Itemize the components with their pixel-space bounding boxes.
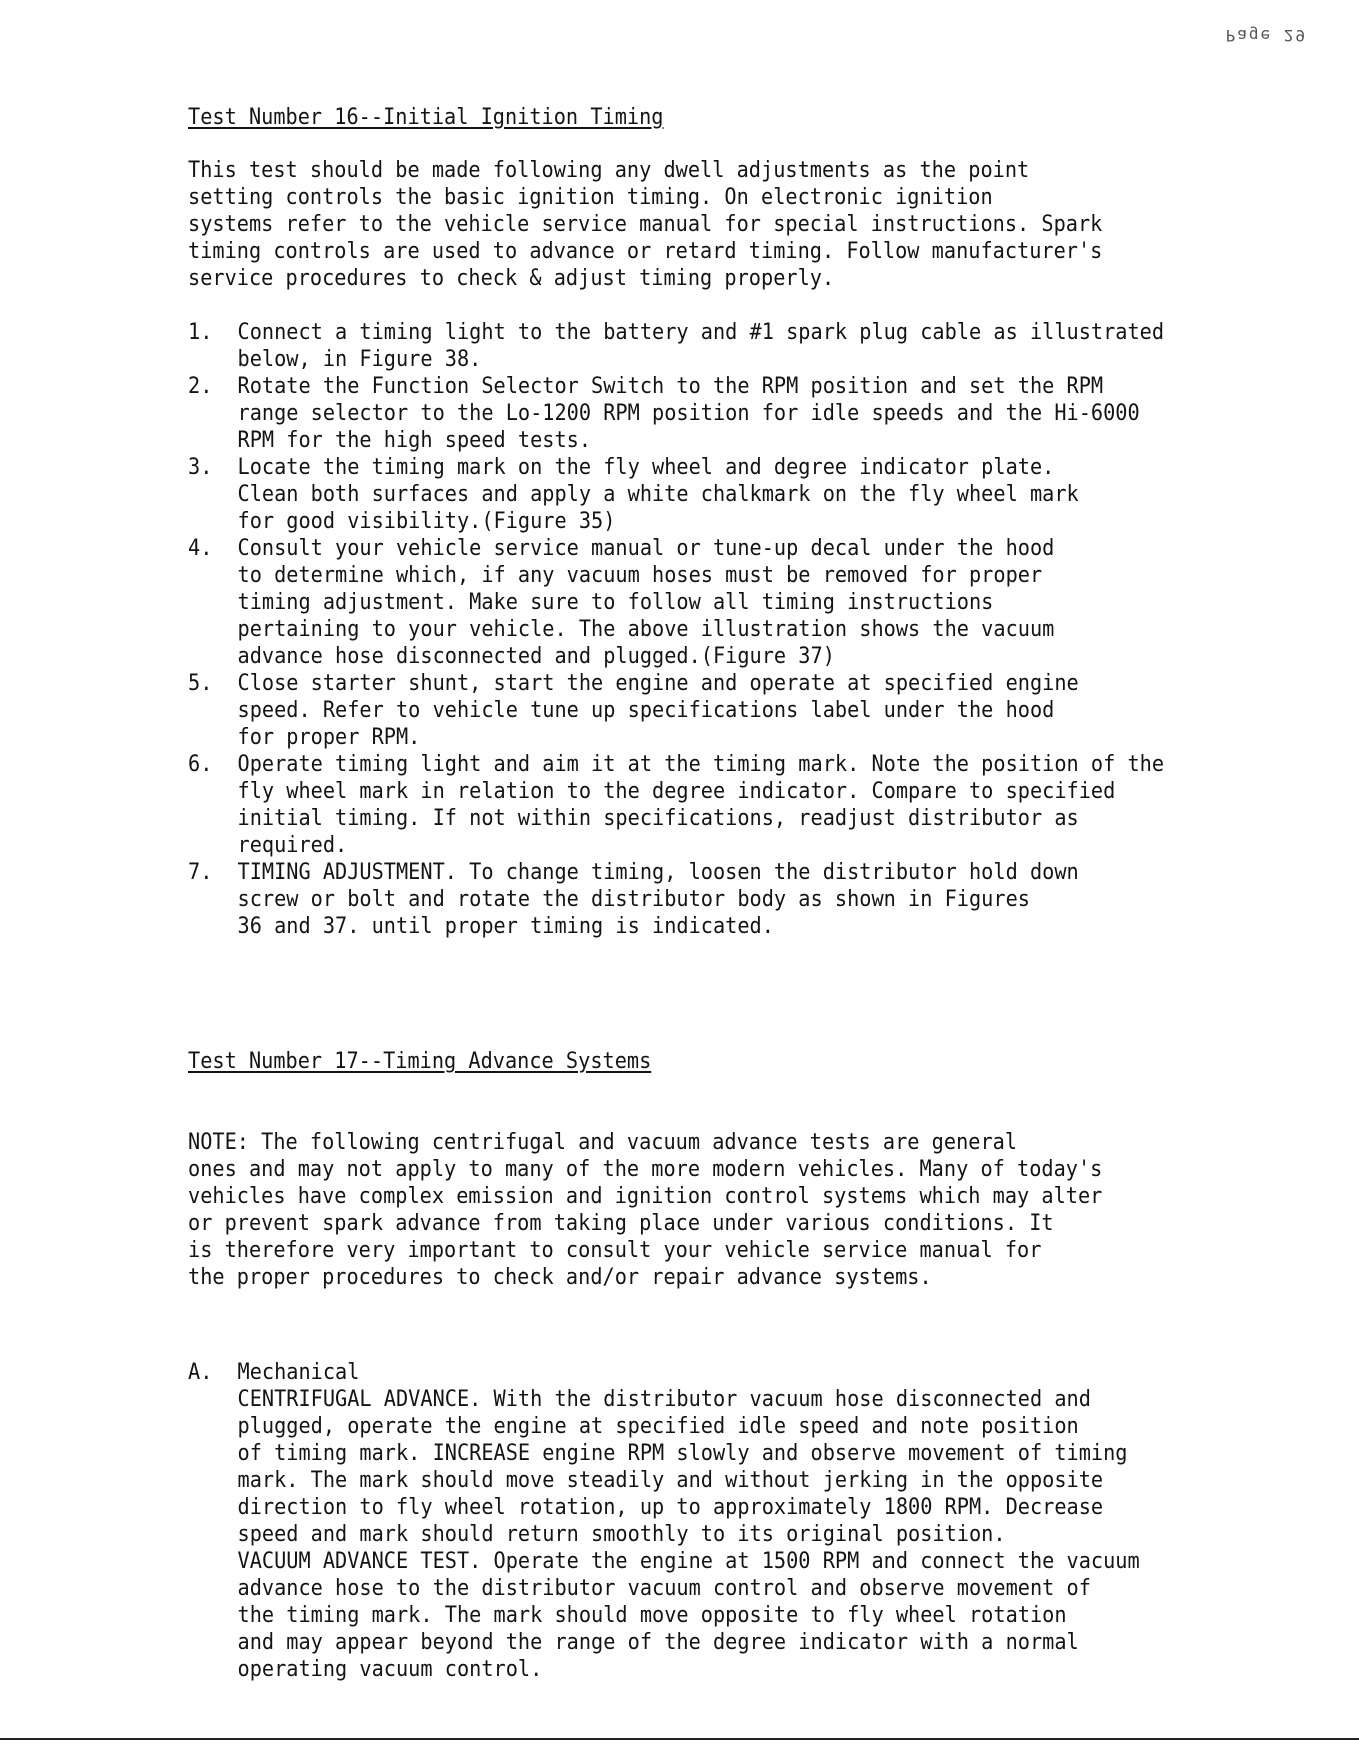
step-text: Close starter shunt, start the engine and operate at specified engine speed. Refer to vehicle tune up specifications label under the hood for proper RPM. (237, 670, 1079, 750)
page-number: Page 29 (1225, 26, 1307, 45)
step-text: Rotate the Function Selector Switch to the RPM position and set the RPM range selector to the Lo-1200 RPM position for idle speeds and the Hi-6000 RPM for the high speed tests. (237, 373, 1140, 453)
step-item (188, 319, 1313, 373)
step-text: Operate timing light and aim it at the timing mark. Note the position of the fly wheel mark in relation to the degree indicator. Compare to specified initial timing. If not within specifications, readjust distributor as required. (237, 751, 1165, 858)
test17-heading: Test Number 17--Timing Advance Systems (188, 1048, 652, 1074)
step-text: Locate the timing mark on the fly wheel and degree indicator plate. Clean both surfaces and apply a white chalkmark on the fly wheel mark for good visibility.(Figure 35) (237, 454, 1079, 534)
section-a (188, 1359, 1313, 1683)
bottom-rule (0, 1738, 1359, 1740)
step-number: 2. (188, 373, 213, 399)
test16-heading: Test Number 16--Initial Ignition Timing (188, 104, 664, 130)
test17-note: NOTE: The following centrifugal and vacuum advance tests are general ones and may not apply to many of the more modern vehicles. Many of today's vehicles have complex emission and ignition control systems which may alter or prevent spark advance from taking place under various conditions. It is therefore very important to consult your vehicle service manual for the proper procedures to check and/or repair advance systems. (188, 1129, 1103, 1290)
test16-intro: This test should be made following any dwell adjustments as the point setting controls the basic ignition timing. On electronic ignition systems refer to the vehicle service manual for special instructions. Spark timing controls are used to advance or retard timing. Follow manufacturer's service procedures to check & adjust timing properly. (188, 157, 1103, 291)
step-item (188, 859, 1313, 940)
step-item (188, 535, 1313, 670)
step-text: Connect a timing light to the battery and #1 spark plug cable as illustrated below, in Figure 38. (237, 319, 1165, 372)
section-label: A. (188, 1359, 213, 1385)
step-number: 4. (188, 535, 213, 561)
step-text: Consult your vehicle service manual or tune-up decal under the hood to determine which, if any vacuum hoses must be removed for proper timing adjustment. Make sure to follow all timing instructions pertaining to your vehicle. The above illustration shows the vacuum advance hose disconnected and plugged.(Figure 37) (237, 535, 1055, 669)
step-number: 6. (188, 751, 213, 777)
step-number: 3. (188, 454, 213, 480)
step-number: 1. (188, 319, 213, 345)
step-item (188, 454, 1313, 535)
step-item (188, 373, 1313, 454)
step-item (188, 751, 1313, 859)
section-text: Mechanical CENTRIFUGAL ADVANCE. With the distributor vacuum hose disconnected and plugged, operate the engine at specified idle speed and note position of timing mark. INCREASE engine RPM slowly and observe movement of timing mark. The mark should move steadily and without jerking in the opposite direction to fly wheel rotation, up to approximately 1800 RPM. Decrease speed and mark should return smoothly to its original position. VACUUM ADVANCE TEST. Operate the engine at 1500 RPM and connect the vacuum advance hose to the distributor vacuum control and observe movement of the timing mark. The mark should move opposite to fly wheel rotation and may appear beyond the range of the degree indicator with a normal operating vacuum control. (237, 1359, 1140, 1682)
step-number: 7. (188, 859, 213, 885)
step-number: 5. (188, 670, 213, 696)
step-text: TIMING ADJUSTMENT. To change timing, loosen the distributor hold down screw or bolt and rotate the distributor body as shown in Figures 36 and 37. until proper timing is indicated. (237, 859, 1079, 939)
document-body (188, 104, 1313, 1683)
step-item (188, 670, 1313, 751)
test16-steps (188, 319, 1313, 940)
